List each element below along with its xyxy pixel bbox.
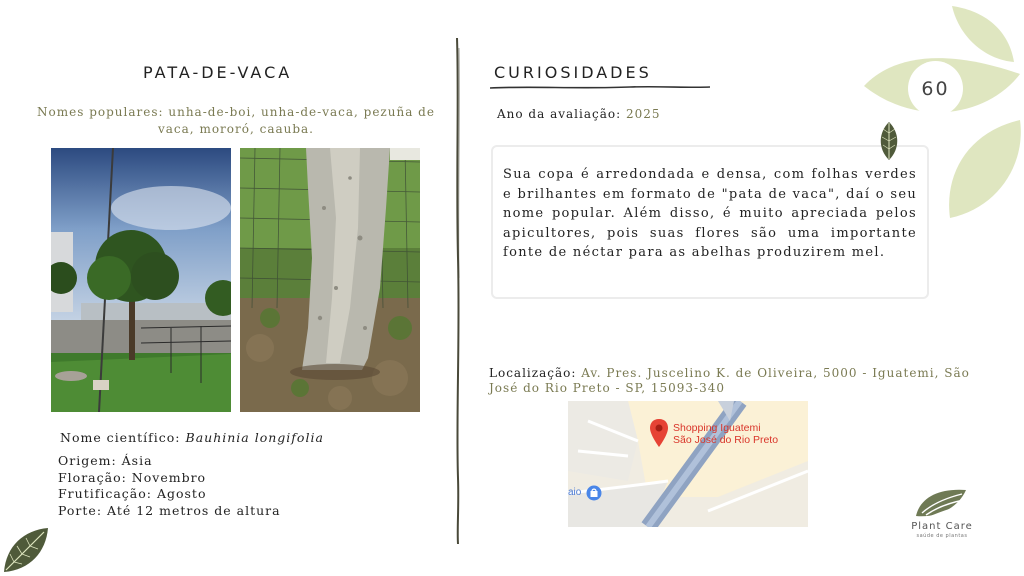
small-leaf-icon xyxy=(878,121,900,161)
title-underline xyxy=(490,84,712,92)
trunk-photo xyxy=(240,148,420,412)
curiosities-title: CURIOSIDADES xyxy=(494,63,652,82)
flowering: Floração: Novembro xyxy=(58,470,207,485)
plant-title: PATA-DE-VACA xyxy=(143,63,293,82)
popular-names-value: unha-de-boi, unha-de-vaca, pezuña de vaca, mororó, caauba. xyxy=(158,105,435,136)
location-map[interactable] xyxy=(568,401,808,527)
shopping-bag-icon xyxy=(586,485,602,501)
scientific-name-label: Nome científico: xyxy=(60,430,181,445)
fruiting: Frutificação: Agosto xyxy=(58,486,207,501)
map-partial-label: aio xyxy=(568,487,582,498)
popular-names-label: Nomes populares: xyxy=(37,105,164,119)
evaluation-year xyxy=(497,107,661,121)
brand-tagline: saúde de plantas xyxy=(916,533,968,539)
evaluation-year-value: 2025 xyxy=(625,107,661,121)
popular-names xyxy=(30,104,442,138)
location-label: Localização: xyxy=(489,366,577,380)
origin: Origem: Ásia xyxy=(58,453,153,468)
column-divider xyxy=(452,38,464,544)
curiosity-text: Sua copa é arredondada e densa, com folhas verdes e brilhantes em formato de "pata de vaca", daí o seu nome popular. Além disso, é muito apreciada pelos apicultores, pois suas flores são uma importante fonte de néctar para as abelhas produzirem mel. xyxy=(491,145,929,299)
map-pin-icon[interactable] xyxy=(650,419,668,449)
map-place-line2: São José do Rio Preto xyxy=(673,434,779,446)
evaluation-year-label: Ano da avaliação: xyxy=(497,107,622,121)
tree-size: Porte: Até 12 metros de altura xyxy=(58,503,281,518)
tree-photo xyxy=(51,148,231,412)
location-value: Av. Pres. Juscelino K. de Oliveira, 5000 - Iguatemi, São José do Rio Preto - SP, 15093-340 xyxy=(489,366,970,395)
scientific-name-value: Bauhinia longifolia xyxy=(185,430,324,445)
page-number: 60 xyxy=(908,61,963,116)
plant-care-logo-icon xyxy=(912,486,970,520)
map-place-label xyxy=(673,422,778,446)
leaf-icon xyxy=(0,524,52,576)
scientific-name-row xyxy=(60,430,324,445)
map-place-line1: Shopping Iguatemi xyxy=(673,422,761,434)
location xyxy=(489,366,979,396)
brand-name: Plant Care xyxy=(911,521,973,532)
